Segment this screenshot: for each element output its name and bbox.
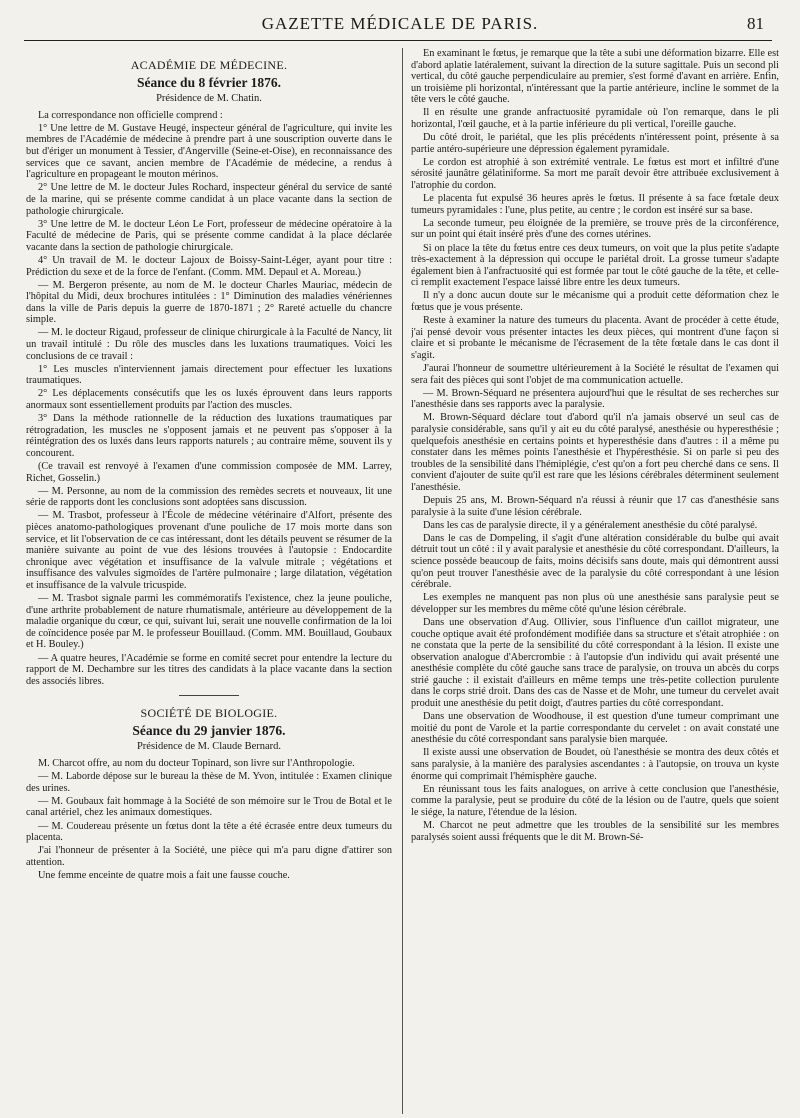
paragraph: Il en résulte une grande anfractuosité pyramidale où l'on remarque, dans le pli horizontal, l'œil gauche, et à la partie inférieure du pli vertical, l'oreille gauche. — [411, 107, 779, 131]
paragraph: 1° Les muscles n'interviennent jamais directement pour effectuer les luxations traumatiques. — [26, 363, 392, 387]
paragraph: M. Charcot offre, au nom du docteur Topinard, son livre sur l'Anthropologie. — [38, 758, 355, 770]
paragraph: 3° Une lettre de M. le docteur Léon Le Fort, professeur de médecine opératoire à la Faculté de médecine de Paris, qui se présente comme candidat à la place déclarée vacante dans la section de pathologie chirurgicale. — [26, 218, 392, 253]
paragraph: — M. Trasbot, professeur à l'École de médecine vétérinaire d'Alfort, présente des pièces anatomo-pathologiques provenant d'une pouliche de 17 mois morte dans son service, et lit l'observation de ce cas intéressant, dont les détails peuvent se résumer de la manière suivante au point de vue des lésions trouvées à l'autopsie : Endocardite chronique avec végétation et insuffisance de la valvule mitrale ; végétations et insuffisance des valvules sigmoïdes de l'artère pulmonaire ; large dilatation, végétation et insuffisance de la valvule tricuspide. — [26, 510, 392, 591]
paragraph: — M. Trasbot signale parmi les commémoratifs l'existence, chez la jeune pouliche, d'une arthrite probablement de nature rhumatismale, antérieure au développement de la maladie organique du cœur, ce qui, suivant lui, serait une nouvelle confirmation de la loi de coïncidence posée par M. le professeur Bouillaud. (Comm. MM. Bouillaud, Goubaux et H. Bouley.) — [26, 593, 392, 651]
paragraph: Les exemples ne manquent pas non plus où une anesthésie sans paralysie peut se développer sur les membres du même côté qu'une lésion cérébrale. — [411, 592, 779, 615]
paragraph: En examinant le fœtus, je remarque que la tête a subi une déformation bizarre. Elle est d'abord aplatie latéralement, suivant la direction de la suture sagittale. Puis un second pli vertical, du côté gauche perpendiculaire au premier, s'est formé d'avant en arrière. Enfin, un troisième pli horizontal, n'intéressant que la partie antérieure, incline le sommet de la tête vers le côté gauche. — [411, 48, 779, 106]
paragraph: 4° Un travail de M. le docteur Lajoux de Boissy-Saint-Léger, ayant pour titre : Prédiction du sexe et de la force de l'enfant. (Comm. MM. Depaul et A. Moreau.) — [26, 254, 392, 278]
paragraph: M. Charcot ne peut admettre que les troubles de la sensibilité sur les membres paralysés soient aussi fréquents que le dit M. Brown-Sé- — [411, 820, 779, 843]
paragraph: — M. Brown-Séquard ne présentera aujourd'hui que le résultat de ses recherches sur l'anesthésie dans ses rapports avec la paralysie. — [411, 387, 779, 411]
paragraph: Dans une observation de Woodhouse, il est question d'une tumeur comprimant une moitié du pont de Varole et la partie correspondante du cervelet : on avait constaté une anesthésie du côté correspondant sans paralysie bien marquée. — [411, 711, 779, 746]
paragraph: — M. Personne, au nom de la commission des remèdes secrets et nouveaux, lit une série de rapports dont les conclusions sont adoptées sans discussion. — [26, 485, 392, 509]
paragraph: Du côté droit, le pariétal, que les plis précédents n'intéressent point, présente à sa partie antéro-supérieure une dépression également pyramidale. — [411, 132, 779, 155]
paragraph: La seconde tumeur, peu éloignée de la première, se trouve près de la circonférence, sur un point qui était inséré près d'une des cornes utérines. — [411, 217, 779, 241]
paragraph: 2° Les déplacements consécutifs que les os luxés éprouvent dans leurs rapports anormaux sont essentiellement produits par l'action des muscles. — [26, 388, 392, 412]
header-rule — [24, 40, 772, 41]
society-section-title: SOCIÉTÉ DE BIOLOGIE. — [140, 706, 278, 721]
paragraph: Il existe aussi une observation de Boudet, où l'anesthésie se montra des deux côtés et sans paralysie, à la manière des paralysies ascendantes : à l'autopsie, on trouva un kyste énorme qui comprimait l'hémisphère gauche. — [411, 747, 779, 782]
paragraph: 2° Une lettre de M. le docteur Jules Rochard, inspecteur général du service de santé de la marine, qui se présente comme candidat à un place vacante dans la section de pathologie chirurgicale. — [26, 182, 392, 217]
paragraph: Le placenta fut expulsé 36 heures après le fœtus. Il présente à sa face fœtale deux tumeurs pyramidales : l'une, plus petite, au centre ; le cordon est inséré sur sa base. — [411, 193, 779, 216]
paragraph: — M. Goubaux fait hommage à la Société de son mémoire sur le Trou de Botal et le canal artériel, chez les animaux domestiques. — [26, 795, 392, 819]
page-number: 81 — [747, 14, 764, 33]
academy-presidence: Présidence de M. Chatin. — [156, 93, 262, 105]
society-presidence: Présidence de M. Claude Bernard. — [136, 741, 282, 753]
paragraph: Si on place la tête du fœtus entre ces deux tumeurs, on voit que la plus petite s'adapte très-exactement à la dépression qui occupe le pariétal droit. La grosse tumeur s'adapte également bien à l'anfractuosité qui est formée par tout le côté gauche de la tête, et celle-ci remplit exactement l'espace laissé libre entre les deux tumeurs. — [411, 242, 779, 289]
right-column — [411, 48, 779, 1114]
paragraph: Une femme enceinte de quatre mois a fait une fausse couche. — [38, 869, 290, 881]
paragraph: M. Brown-Séquard déclare tout d'abord qu'il n'a jamais observé un seul cas de paralysie considérable, sans qu'il y ait eu du côté paralysé, anesthésie ou hyperesthésie ; quelquefois anesthésie en certains points et hyperesthésie dans d'autres : il a même pu constater dans les mêmes points l'anesthésie et l'hypéresthésie. Si on parle si peu des troubles de la sensibilité dans l'hémiplégie, c'est qu'on a fort peu cherché dans ce sens. Il convient d'ajouter de suite qu'il est rare que les lésions cérébrales déterminent seulement l'anesthésie. — [411, 412, 779, 493]
paragraph: 1° Une lettre de M. Gustave Heugé, inspecteur général de l'agriculture, qui invite les membres de l'Académie de médecine à prendre part à une souscription ouverte dans le but d'ériger un monument à Tessier, d'Angerville (Seine-et-Oise), en reconnaissance des services que ce savant, ancien membre de l'Académie de médecine, a rendus à l'agriculture en propageant le mouton mérinos. — [26, 122, 392, 181]
paragraph: Depuis 25 ans, M. Brown-Séquard n'a réussi à réunir que 17 cas d'anesthésie sans paralysie à la suite d'une lésion cérébrale. — [411, 494, 779, 518]
paragraph: (Ce travail est renvoyé à l'examen d'une commission composée de MM. Larrey, Richet, Gosselin.) — [26, 461, 392, 484]
academy-section-title: ACADÉMIE DE MÉDECINE. — [130, 58, 288, 72]
paragraph: Le cordon est atrophié à son extrémité ventrale. Le fœtus est mort et infiltré d'une sérosité jaunâtre gélatiniforme. Sa mort me paraît devoir être attribuée exclusivement à l'atrophie du cordon. — [411, 156, 779, 192]
paragraph: La correspondance non officielle comprend : — [38, 109, 223, 121]
paragraph: Reste à examiner la nature des tumeurs du placenta. Avant de procéder à cette étude, j'ai pensé devoir vous présenter intactes les deux pièces, qui montrent d'une façon si claire et si probante le mécanisme de l'écrasement de la tête fœtale dans le cas dont il s'agit. — [411, 315, 779, 361]
paragraph: Dans une observation d'Aug. Ollivier, sous l'influence d'un caillot migrateur, une couche optique avait été profondément modifiée dans sa structure et s'était atrophiée : on ne constata que la perte de la sensibilité du côté correspondant à la lésion. Il existe une observation analogue d'Abercrombie : à l'autopsie d'un individu qui avait présenté une anesthésie complète du côté gauche sans trace de paralysie, on trouva un abcès du corps strié gauche : il existait d'ailleurs en même temps une très-petite collection purulente dans le corps strié droit. Dans des cas de Nasse et de Mohr, une tumeur du cervelet avait produit une anesthésie du petit doigt, d'autres parties du côté correspondant. — [411, 616, 779, 710]
column-divider — [402, 48, 403, 1114]
paragraph: — M. Bergeron présente, au nom de M. le docteur Charles Mauriac, médecin de l'hôpital du Midi, deux brochures intitulées : 1° Diminution des maladies vénériennes dans la ville de Paris depuis la guerre de 1870-1871 ; 2° Rareté actuelle du chancre simple. — [26, 279, 392, 326]
paragraph: — M. Laborde dépose sur le bureau la thèse de M. Yvon, intitulée : Examen clinique des urines. — [26, 771, 392, 794]
paragraph: — M. Coudereau présente un fœtus dont la tête a été écrasée entre deux tumeurs du placenta. — [26, 820, 392, 844]
paragraph: Il n'y a donc aucun doute sur le mécanisme qui a produit cette déformation chez le fœtus que je vous présente. — [411, 290, 779, 313]
academy-session-title: Séance du 8 février 1876. — [136, 74, 282, 90]
left-column — [26, 48, 392, 1114]
journal-title: GAZETTE MÉDICALE DE PARIS. — [261, 14, 539, 33]
paragraph: J'aurai l'honneur de soumettre ultérieurement à la Société le résultat de l'examen qui sera fait des pièces qui sont l'objet de ma communication actuelle. — [411, 362, 779, 386]
paragraph: Dans les cas de paralysie directe, il y a généralement anesthésie du côté paralysé. — [423, 519, 758, 531]
paragraph: 3° Dans la méthode rationnelle de la réduction des luxations traumatiques par rétrogradation, les muscles ne s'opposent jamais et ne peuvent pas s'opposer à la réintégration des os luxés dans leurs rapports naturels ; au contraire même, souvent ils y concourent. — [26, 413, 392, 459]
paragraph: En réunissant tous les faits analogues, on arrive à cette conclusion que l'anesthésie, comme la paralysie, peut se produire du côté de la lésion ou de l'autre, quels que soient le siége, la nature, l'étendue de la lésion. — [411, 783, 779, 818]
paragraph: Dans le cas de Dompeling, il s'agit d'une altération considérable du bulbe qui avait détruit tout un côté : il y avait paralysie et anesthésie du côté correspondant. D'ailleurs, la science possède beaucoup de faits, moins décisifs sans doute, mais qui démontrent aussi qu'on peut trouver l'anesthésie avec de la paralysie du côté correspondant à une lésion cérébrale. — [411, 532, 779, 591]
paragraph: — M. le docteur Rigaud, professeur de clinique chirurgicale à la Faculté de Nancy, lit un travail intitulé : Du rôle des muscles dans les luxations traumatiques. Voici les conclusions de ce travail : — [26, 327, 392, 362]
paragraph: J'ai l'honneur de présenter à la Société, une pièce qui m'a paru digne d'attirer son attention. — [26, 845, 392, 868]
page-header — [0, 0, 800, 42]
society-session-title: Séance du 29 janvier 1876. — [132, 722, 286, 738]
section-separator — [179, 695, 239, 696]
paragraph: — A quatre heures, l'Académie se forme en comité secret pour entendre la lecture du rapport de M. Dechambre sur les titres des candidats à la place vacante dans la section des associés libres. — [26, 652, 392, 687]
